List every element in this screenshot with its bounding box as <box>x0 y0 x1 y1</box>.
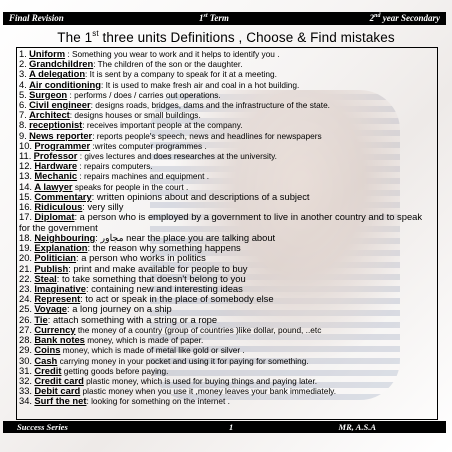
item-number: 25. <box>19 303 33 315</box>
item-term: Ridiculous <box>34 201 83 213</box>
item-term: Tie <box>34 313 48 325</box>
item-definition: : to act or speak in the place of somebody else <box>80 293 274 305</box>
item-number: 9. <box>19 129 27 141</box>
item-definition: plastic money, which is used for buying things and paying later. <box>83 375 318 386</box>
item-number: 21. <box>19 262 33 274</box>
list-item <box>19 345 435 355</box>
item-term: Hardware <box>34 160 78 172</box>
item-number: 10. <box>19 139 33 151</box>
item-term: Architect <box>29 109 70 121</box>
item-definition: getting goods before paying. <box>61 365 169 376</box>
item-number: 6. <box>19 99 27 111</box>
list-item <box>19 212 435 233</box>
item-number: 12. <box>19 160 33 172</box>
item-term: A lawyer <box>34 180 73 192</box>
list-item <box>19 151 435 161</box>
item-number: 33. <box>19 385 33 397</box>
item-term: Cash <box>34 354 58 366</box>
item-number: 1. <box>19 48 27 59</box>
item-term: Surf the net <box>34 395 87 407</box>
item-number: 14. <box>19 180 33 192</box>
item-number: 31. <box>19 364 33 376</box>
item-term: Represent <box>34 293 81 305</box>
item-term: News reporter <box>29 129 93 141</box>
item-number: 20. <box>19 252 33 264</box>
item-definition: : designs roads, bridges, dams and the infrastructure of the state. <box>90 100 330 111</box>
list-item <box>19 100 435 110</box>
item-term: Grandchildren <box>29 58 94 70</box>
item-definition: : The children of the son or the daughter. <box>93 59 243 70</box>
item-term: Explanation <box>34 242 88 254</box>
item-term: Politician <box>34 252 77 264</box>
item-definition: : reports people's speech, news and headlines for newspapers <box>92 130 322 141</box>
item-number: 17. <box>19 211 33 223</box>
list-item <box>19 335 435 345</box>
item-definition: : to take something that doesn't belong to you <box>56 272 246 284</box>
item-number: 24. <box>19 293 33 305</box>
list-item <box>19 141 435 151</box>
item-term: A delegation <box>29 68 86 80</box>
item-number: 2. <box>19 58 27 70</box>
header-left: Final Revision <box>9 13 64 23</box>
item-number: 32. <box>19 374 33 386</box>
item-term: Diplomat <box>34 211 75 223</box>
item-definition: : a person who works in politics <box>76 252 206 264</box>
item-definition: : repairs computers. <box>77 161 153 172</box>
item-definition: plastic money when you use it ,money leaves your bank immediately. <box>80 386 337 397</box>
item-number: 3. <box>19 68 27 80</box>
item-definition: carrying money in your pocket and using it for paying for something. <box>57 355 309 366</box>
item-definition: : written opinions about and descriptions of a subject <box>91 190 310 202</box>
item-definition: : looking for something on the internet . <box>86 396 230 407</box>
item-term: Professor <box>33 150 78 162</box>
item-number: 7. <box>19 109 27 121</box>
item-definition: : a long journey on a ship <box>67 303 172 315</box>
item-term: Voyage <box>34 303 68 315</box>
item-number: 22. <box>19 272 33 284</box>
item-definition: : designs houses or small buildings. <box>69 110 201 121</box>
page-title: The 1st three units Definitions , Choose & Find mistakes <box>57 29 395 45</box>
item-definition: : It is sent by a company to speak for it at a meeting. <box>85 69 277 80</box>
item-definition: : a person who is employed by a government to live in another country and to speak for the government <box>19 211 423 233</box>
item-number: 29. <box>19 344 33 356</box>
item-definition: speaks for people in the court . <box>72 181 189 192</box>
item-term: Credit <box>34 364 62 376</box>
list-item <box>19 315 435 325</box>
item-number: 30. <box>19 354 33 366</box>
item-number: 34. <box>19 395 33 407</box>
footer-bar <box>3 421 446 433</box>
list-item <box>19 356 435 366</box>
item-term: Debit card <box>34 385 81 397</box>
item-number: 18. <box>19 232 33 244</box>
list-item <box>19 396 435 406</box>
item-definition: : It is used to make fresh air and coal in a hot building. <box>101 79 300 90</box>
item-definition: : print and make available for people to buy <box>68 262 248 274</box>
item-number: 11. <box>19 150 32 162</box>
item-number: 15. <box>19 190 33 202</box>
footer-right: MR, A.S.A <box>338 422 376 432</box>
list-item <box>19 80 435 90</box>
item-term: Steal <box>34 272 57 284</box>
item-term: Surgeon <box>29 88 68 100</box>
item-term: Civil engineer <box>29 99 91 111</box>
item-number: 28. <box>19 334 33 346</box>
header-year: 2nd year Secondary <box>369 13 440 23</box>
item-definition: : receives important people at the company. <box>82 120 243 131</box>
item-definition: : the reason why something happens <box>87 242 241 254</box>
item-definition: : Something you wear to work and it helps to identify you . <box>65 49 280 59</box>
item-number: 16. <box>19 201 33 213</box>
item-number: 23. <box>19 283 33 295</box>
item-term: Neighbouring <box>34 232 96 244</box>
item-definition: : gives lectures and does researches at the university. <box>77 151 277 162</box>
item-definition: : مجاور near the place you are talking about <box>95 232 276 244</box>
item-number: 4. <box>19 78 27 90</box>
item-term: Uniform <box>29 48 66 59</box>
list-item <box>19 376 435 386</box>
definitions-box <box>16 47 438 420</box>
list-item <box>19 161 435 171</box>
item-definition: the money of a country (group of countries )like dollar, pound, ..etc <box>75 324 322 335</box>
item-term: Air conditioning <box>29 78 102 90</box>
item-number: 8. <box>19 119 27 131</box>
item-definition: :writes computer programmes . <box>90 140 207 151</box>
item-number: 5. <box>19 88 27 100</box>
item-term: Publish <box>34 262 69 274</box>
item-definition: : attach something with a string or a rope <box>47 313 218 325</box>
header-term: 1st Term <box>199 13 229 23</box>
item-term: Commentary <box>34 190 92 202</box>
item-definition: money, which is made of paper. <box>84 335 204 346</box>
item-definition: : containing new and interesting ideas <box>85 283 243 295</box>
item-definition: : very silly <box>82 201 124 213</box>
definitions-list <box>19 49 435 407</box>
item-number: 26. <box>19 313 33 325</box>
item-definition: money, which is made of metal like gold or silver . <box>60 345 245 356</box>
page-number: 1 <box>229 422 234 432</box>
item-term: Bank notes <box>34 334 85 346</box>
item-term: receptionist <box>29 119 83 131</box>
item-number: 13. <box>19 170 33 182</box>
footer-left: Success Series <box>17 422 68 432</box>
item-term: Currency <box>34 323 76 335</box>
item-definition: : repairs machines and equipment . <box>77 171 209 182</box>
item-term: Mechanic <box>34 170 78 182</box>
item-term: Coins <box>34 344 61 356</box>
item-term: Credit card <box>34 374 84 386</box>
item-term: Imaginative <box>34 283 86 295</box>
header-bar <box>3 12 446 25</box>
item-number: 19. <box>19 242 33 254</box>
item-term: Programmer <box>34 139 91 151</box>
list-item <box>19 171 435 181</box>
item-definition: : performs / does / carries out operations. <box>67 89 221 100</box>
item-number: 27. <box>19 323 33 335</box>
